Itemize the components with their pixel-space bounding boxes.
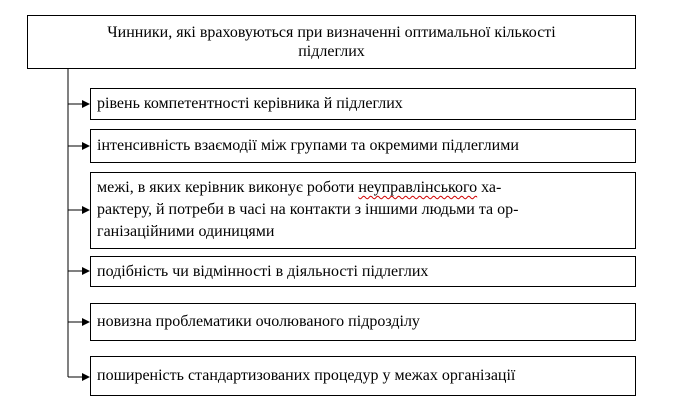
- factor-box-2: [90, 129, 636, 163]
- factor-text-3-part-a: межі, в яких керівник виконує роботи: [97, 179, 359, 196]
- factor-text-4: подібність чи відмінності в діяльності підлеглих: [97, 262, 429, 280]
- factor-box-4: [90, 256, 636, 287]
- header-box: [27, 15, 636, 69]
- factor-box-6: [90, 356, 636, 396]
- factor-text-5: новизна проблематики очолюваного підрозділу: [97, 313, 420, 330]
- factor-text-1: рівень компетентності керівника й підлеглих: [97, 95, 403, 112]
- factor-box-3: [90, 172, 636, 249]
- factor-box-1: [90, 88, 636, 120]
- factor-text-3-line-3: ганізаційними одиницями: [97, 223, 275, 240]
- factor-text-3-line-2: рактеру, й потреби в часі на контакти з іншими людьми та ор-: [97, 201, 519, 218]
- header-line-2: підлеглих: [298, 43, 365, 60]
- factor-text-6: поширеність стандартизованих процедур у межах організації: [97, 367, 516, 384]
- factor-text-2: інтенсивність взаємодії між групами та окремими підлеглими: [97, 137, 519, 154]
- factor-box-5: [90, 303, 636, 341]
- factor-text-3-line-1: [97, 177, 629, 199]
- factor-text-3-flagged-word: неуправлінського: [358, 179, 478, 196]
- factor-text-3-part-b: ха-: [477, 179, 502, 196]
- header-line-1: Чинники, які враховуються при визначенні оптимальної кількості: [107, 24, 556, 41]
